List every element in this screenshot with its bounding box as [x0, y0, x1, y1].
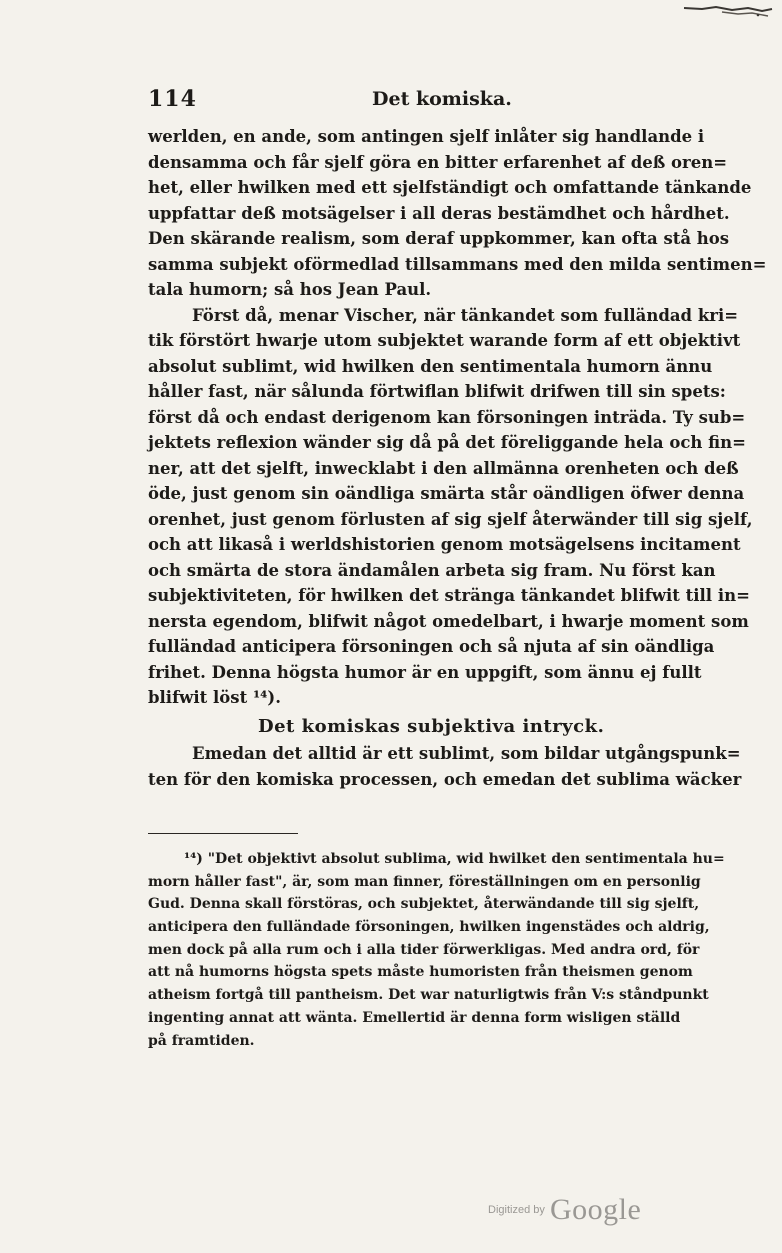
body-line: jektets reflexion wänder sig då på det föreliggande hela och fin=	[148, 433, 746, 452]
body-line: och smärta de stora ändamålen arbeta sig fram. Nu först kan	[148, 560, 716, 580]
body-line: öde, just genom sin oändliga smärta står oändligen öfwer denna	[148, 484, 745, 503]
page-number: 114	[148, 86, 197, 112]
footnote-line: ¹⁴) "Det objektivt absolut sublima, wid hwilket den sentimentala hu=	[184, 851, 725, 867]
body-line: frihet. Denna högsta humor är en uppgift, som ännu ej fullt	[148, 662, 702, 682]
footnote-block	[148, 848, 725, 1052]
body-line: och att likaså i werldshistorien genom motsägelsens incitament	[148, 535, 741, 554]
body-line: densamma och får sjelf göra en bitter erfarenhet af deß oren=	[148, 152, 728, 172]
body-line: subjektiviteten, för hwilken det stränga tänkandet blifwit till in=	[148, 586, 750, 605]
body-line: håller fast, när sålunda förtwiflan blifwit drifwen till sin spets:	[148, 382, 726, 401]
footnote-line: på framtiden.	[148, 1032, 255, 1049]
body-line: Emedan det alltid är ett sublimt, som bildar utgångspunk=	[192, 744, 741, 763]
scan-speckle-mark	[682, 4, 774, 18]
digitized-label: Digitized by	[488, 1204, 545, 1216]
body-line: werlden, en ande, som antingen sjelf inlåter sig handlande i	[148, 127, 705, 146]
page-header	[148, 84, 676, 114]
google-wordmark: Google	[549, 1193, 642, 1226]
running-title: Det komiska.	[372, 88, 512, 110]
body-line: ten för den komiska processen, och emedan det sublima wäcker	[148, 769, 742, 789]
body-line: samma subjekt oförmedlad tillsammans med den milda sentimen=	[148, 254, 767, 274]
footnote-line: att nå humorns högsta spets måste humoristen från theismen genom	[148, 964, 693, 981]
footnote-line: anticipera den fulländade försoningen, hwilken ingenstädes och aldrig,	[148, 919, 710, 936]
body-line: orenhet, just genom förlusten af sig sjelf återwänder till sig sjelf,	[148, 509, 753, 529]
body-line: först då och endast derigenom kan försoningen inträda. Ty sub=	[148, 407, 746, 427]
body-line: tala humorn; så hos Jean Paul.	[148, 280, 432, 299]
body-text	[148, 124, 767, 792]
body-line: tik förstört hwarje utom subjektet warande form af ett objektivt	[148, 331, 741, 350]
footnote-divider	[148, 833, 298, 834]
footnote-line: ingenting annat att wänta. Emellertid är denna form wisligen ställd	[148, 1009, 681, 1026]
body-line: nersta egendom, blifwit något omedelbart, i hwarje moment som	[148, 611, 749, 631]
footnote-line: morn håller fast", är, som man finner, föreställningen om en personlig	[148, 873, 701, 890]
body-line: Först då, menar Vischer, när tänkandet som fulländad kri=	[192, 305, 739, 325]
body-line: Den skärande realism, som deraf uppkommer, kan ofta stå hos	[148, 229, 730, 248]
body-line: uppfattar deß motsägelser i all deras bestämdhet och hårdhet.	[148, 203, 730, 223]
body-line: blifwit löst ¹⁴).	[148, 688, 281, 707]
footnote-line: atheism fortgå till pantheism. Det war naturligtwis från V:s ståndpunkt	[148, 987, 709, 1004]
section-heading: Det komiskas subjektiva intryck.	[258, 715, 605, 737]
body-line: ner, att det sjelft, inwecklabt i den allmänna orenheten och deß	[148, 458, 739, 478]
body-line: het, eller hwilken med ett sjelfständigt och omfattande tänkande	[148, 178, 752, 197]
footnote-line: men dock på alla rum och i alla tider förwerkligas. Med andra ord, för	[148, 941, 700, 958]
body-line: absolut sublimt, wid hwilken den sentimentala humorn ännu	[148, 356, 713, 376]
digitized-watermark	[488, 1193, 641, 1227]
body-line: fulländad anticipera försoningen och så njuta af sin oändliga	[148, 637, 715, 656]
footnote-line: Gud. Denna skall förstöras, och subjektet, återwändande till sig sjelft,	[148, 896, 700, 913]
